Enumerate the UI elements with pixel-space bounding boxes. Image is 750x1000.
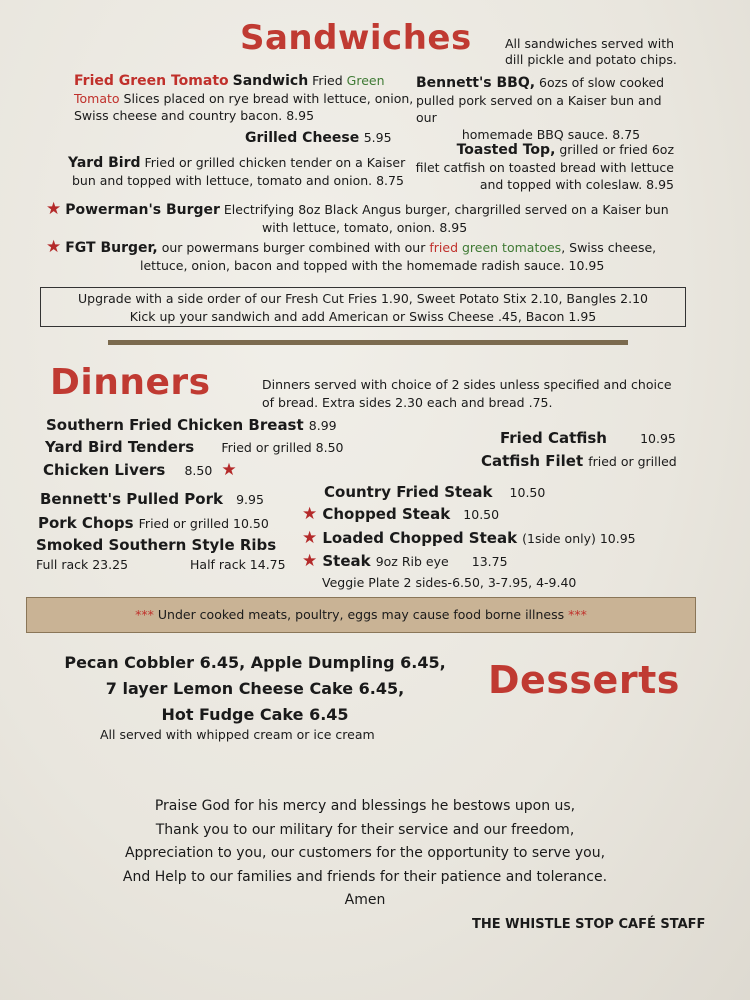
dessert-line1: Pecan Cobbler 6.45, Apple Dumpling 6.45, [64, 653, 446, 672]
item-name-toasted: Toasted Top, [456, 142, 556, 158]
prayer-amen: Amen [344, 892, 386, 908]
prayer-line3: Appreciation to you, our customers for the opportunity to serve you, [124, 845, 606, 861]
desserts-title: Desserts [488, 658, 680, 702]
item-smoked-ribs [36, 536, 286, 572]
sandwiches-title: Sandwiches [240, 18, 472, 58]
item-pork-chops [38, 513, 269, 532]
item-bennetts-bbq [416, 74, 686, 143]
star-icon: ★ [302, 528, 318, 548]
item-name-pork-chops: Pork Chops [38, 514, 134, 532]
desserts-note: All served with whipped cream or ice cream [100, 727, 375, 742]
dinners-note-line2: of bread. Extra sides 2.30 each and bread .75. [262, 395, 553, 410]
item-name-fried-catfish: Fried Catfish [500, 429, 607, 447]
item-desc-fgtburger-b: , Swiss cheese, [561, 240, 657, 255]
item-grilled-cheese [245, 130, 392, 146]
item-name-southern-fried: Southern Fried Chicken Breast [46, 416, 304, 434]
item-toasted-top [410, 141, 674, 193]
item-yard-bird-tenders [45, 437, 344, 456]
food-safety-warning [26, 597, 696, 633]
desserts-list [40, 650, 470, 728]
item-fried-green-tomato-sandwich [74, 72, 414, 124]
item-desc-toasted-a: grilled or fried 6oz [559, 142, 674, 157]
item-price-steak: 13.75 [471, 554, 508, 569]
upgrade-line2: Kick up your sandwich and add American or Swiss Cheese .45, Bacon 1.95 [129, 309, 597, 324]
item-name-tenders: Yard Bird Tenders [45, 438, 195, 456]
item-desc-pork-chops: Fried or grilled 10.50 [138, 516, 269, 531]
item-desc-loaded-chopped: (1side only) 10.95 [522, 531, 636, 546]
item-desc-tenders: Fried or grilled 8.50 [221, 440, 344, 455]
item-desc-fgtburger-c: lettuce, onion, bacon and topped with the homemade radish sauce. 10.95 [140, 258, 605, 273]
item-desc-fgt-green: Green [346, 73, 385, 88]
item-price-livers: 8.50 [184, 463, 213, 478]
item-name-livers: Chicken Livers [43, 461, 166, 479]
item-name-catfish-filet: Catfish Filet [481, 452, 584, 470]
item-loaded-chopped-steak [302, 528, 636, 548]
item-price-southern-fried: 8.99 [308, 418, 337, 433]
item-powermans-burger [46, 201, 696, 236]
item-country-fried-steak [324, 482, 545, 501]
item-price-grilled: 5.95 [363, 130, 392, 145]
item-steak [302, 551, 508, 571]
dinners-note [262, 376, 682, 412]
item-desc-fgt-c: Swiss cheese and country bacon. 8.95 [74, 108, 315, 123]
item-name-chopped-steak: Chopped Steak [322, 505, 451, 523]
item-desc-yardbird-a: Fried or grilled chicken tender on a Kaiser [144, 155, 406, 170]
item-fgt-burger [46, 238, 696, 275]
star-icon: ★ [302, 504, 318, 524]
item-veggie-plate: Veggie Plate 2 sides-6.50, 3-7.95, 4-9.40 [322, 575, 577, 590]
item-bennetts-pulled-pork [40, 489, 264, 508]
item-desc-fgt-red: Tomato [74, 91, 120, 106]
item-desc-fgt-b: Slices placed on rye bread with lettuce, onion, [123, 91, 414, 106]
sandwiches-note-line1: All sandwiches served with [505, 36, 675, 51]
upgrade-line1: Upgrade with a side order of our Fresh Cut Fries 1.90, Sweet Potato Stix 2.10, Bangles 2.10 [77, 291, 649, 306]
star-icon: ★ [46, 199, 62, 219]
star-icon: ★ [46, 237, 62, 257]
item-name-yardbird: Yard Bird [68, 155, 141, 171]
staff-signature: THE WHISTLE STOP CAFÉ STAFF [472, 917, 706, 932]
item-desc-bbq-b: pulled pork served on a Kaiser bun and our [416, 93, 662, 125]
item-desc-fgt-a: Fried [312, 73, 343, 88]
item-name-steak: Steak [322, 552, 371, 570]
item-name-fgt-a: Fried Green Tomato [74, 73, 229, 89]
prayer-line1: Praise God for his mercy and blessings he bestows upon us, [154, 798, 576, 814]
star-icon: ★ [221, 460, 237, 480]
item-desc-toasted-c: and topped with coleslaw. 8.95 [479, 177, 674, 192]
item-name-ribs: Smoked Southern Style Ribs [36, 536, 277, 554]
item-name-country-steak: Country Fried Steak [324, 483, 493, 501]
item-desc-toasted-b: filet catfish on toasted bread with lettuce [415, 160, 674, 175]
item-ribs-half: Half rack 14.75 [190, 557, 286, 572]
item-price-pulled-pork: 9.95 [236, 492, 264, 507]
item-desc-powerman-a: Electrifying 8oz Black Angus burger, chargrilled served on a Kaiser bun [223, 202, 669, 217]
item-fried-catfish [500, 428, 676, 447]
item-desc-fgtburger-green: green tomatoes [461, 240, 562, 255]
dessert-line2: 7 layer Lemon Cheese Cake 6.45, [105, 679, 405, 698]
sandwiches-note [505, 36, 677, 68]
item-desc-fgtburger-red: fried [429, 240, 458, 255]
item-yard-bird [68, 154, 408, 189]
upgrade-box [40, 287, 686, 327]
warning-stars-right: *** [568, 607, 587, 622]
item-chopped-steak [302, 504, 499, 524]
star-icon: ★ [302, 551, 318, 571]
item-price-fried-catfish: 10.95 [640, 431, 676, 446]
item-southern-fried-chicken [46, 415, 337, 434]
item-name-loaded-chopped: Loaded Chopped Steak [322, 529, 518, 547]
item-name-fgt-b: Sandwich [232, 73, 309, 89]
warning-stars-left: *** [135, 607, 154, 622]
item-catfish-filet [481, 451, 677, 470]
closing-prayer [70, 795, 660, 913]
dinners-note-line1: Dinners served with choice of 2 sides unless specified and choice [262, 377, 672, 392]
item-price-chopped-steak: 10.50 [463, 507, 500, 522]
item-name-powerman: Powerman's Burger [65, 202, 220, 218]
item-name-pulled-pork: Bennett's Pulled Pork [40, 490, 223, 508]
dinners-title: Dinners [50, 362, 211, 403]
item-price-country-steak: 10.50 [509, 485, 546, 500]
item-desc-powerman-b: with lettuce, tomato, onion. 8.95 [262, 220, 468, 235]
item-name-bbq: Bennett's BBQ, [416, 75, 536, 91]
item-desc-steak: 9oz Rib eye [375, 554, 449, 569]
item-name-grilled: Grilled Cheese [245, 130, 360, 146]
sandwiches-note-line2: dill pickle and potato chips. [505, 52, 677, 67]
warning-text: Under cooked meats, poultry, eggs may cause food borne illness [157, 607, 565, 622]
dessert-line3: Hot Fudge Cake 6.45 [161, 705, 349, 724]
item-desc-yardbird-b: bun and topped with lettuce, tomato and onion. 8.75 [72, 173, 404, 188]
item-chicken-livers [43, 460, 237, 480]
item-desc-fgtburger-a: our powermans burger combined with our [161, 240, 426, 255]
prayer-line2: Thank you to our military for their service and our freedom, [155, 821, 575, 838]
item-name-fgtburger: FGT Burger, [65, 240, 158, 256]
section-divider [108, 340, 628, 345]
item-desc-bbq-a: 6ozs of slow cooked [539, 75, 665, 90]
item-desc-bbq-c: homemade BBQ sauce. 8.75 [461, 127, 641, 142]
prayer-line4: And Help to our families and friends for their patience and tolerance. [122, 868, 608, 885]
item-ribs-full: Full rack 23.25 [36, 557, 129, 572]
item-desc-catfish-filet: fried or grilled [588, 454, 677, 469]
